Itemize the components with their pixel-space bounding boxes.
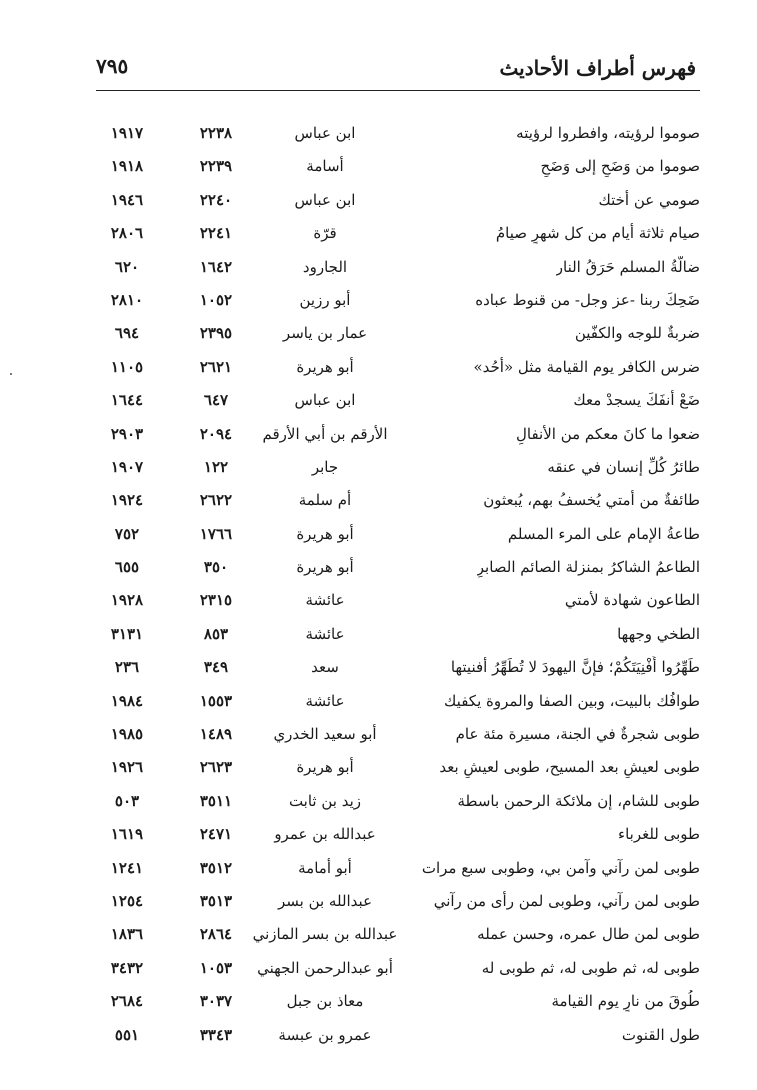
entry-number: ٣٠٣٧ [199, 992, 233, 1011]
entry-reference: ١٦١٩ [110, 825, 144, 844]
entry-text: طَهِّرُوا أَفْنِيَتَكُمْ؛ فإنَّ اليهودَ لا تُطَهِّرُ أفنيتها [450, 658, 700, 677]
entry-text: صوموا لرؤيته، وافطروا لرؤيته [516, 124, 700, 142]
index-entry [0, 185, 757, 218]
entry-reference: ١٦٤٤ [110, 391, 144, 410]
entry-reference: ١٩٢٦ [110, 758, 144, 777]
index-entry [0, 686, 757, 719]
entry-reference: ١٩٨٥ [110, 725, 144, 744]
entry-reference: ٥٥١ [114, 1025, 140, 1044]
index-entry [0, 886, 757, 919]
entry-text: ضعوا ما كانَ معكم من الأنفالِ [515, 424, 700, 443]
entry-number: ٨٥٣ [203, 624, 229, 643]
entry-text: طوبى شجرةٌ في الجنة، مسيرة مئة عام [455, 725, 700, 744]
entry-narrator: عبدالله بن بسر المازني [252, 925, 398, 944]
entry-text: طوبى لمن رآني، وطوبى لمن رأى من رآني [433, 891, 700, 910]
entry-text: الطاعون شهادة لأمتي [564, 591, 700, 610]
entry-reference: ٢٣٦ [114, 658, 140, 677]
entry-narrator: أبو هريرة [296, 558, 354, 577]
entry-reference: ٢٩٠٣ [110, 424, 144, 443]
entry-text: ضالَّةُ المسلم حَرَقُ النار [555, 257, 700, 276]
entry-text: ضَحِكَ ربنا -عز وجل- من قنوط عباده [475, 290, 700, 309]
index-entry [0, 519, 757, 552]
entry-reference: ٢٨١٠ [110, 290, 144, 309]
entry-text: طوبى لمن طال عمره، وحسن عمله [477, 925, 700, 944]
entry-reference: ٣١٣١ [110, 624, 144, 643]
entry-number: ٣٣٤٣ [199, 1025, 233, 1044]
entry-reference: ١٩١٨ [110, 157, 144, 176]
entry-number: ٣٥١١ [199, 791, 233, 810]
entry-number: ٢٨٦٤ [199, 925, 233, 944]
entry-text: طوبى لمن رآني وآمن بي، وطوبى سبع مرات [421, 858, 700, 877]
index-entry [0, 385, 757, 418]
index-entry [0, 118, 757, 151]
entry-narrator: أبو سعيد الخدري [273, 725, 377, 744]
entry-text: طوبى لعيشٍ بعد المسيح، طوبى لعيشٍ بعد [439, 758, 700, 777]
entry-number: ٢٦٢١ [199, 357, 233, 376]
entry-number: ٢٢٣٩ [199, 157, 233, 176]
entry-narrator: ابن عباس [294, 190, 356, 209]
entry-number: ٢٢٣٨ [199, 124, 233, 142]
entry-narrator: ابن عباس [294, 391, 356, 410]
entry-text: ضَعْ أنفَكَ يسجدْ معك [573, 391, 700, 410]
entry-narrator: عمرو بن عبسة [278, 1025, 372, 1044]
index-entry [0, 1020, 757, 1053]
entry-narrator: عائشة [305, 691, 345, 710]
entry-text: طائرُ كُلِّ إنسان في عنقه [547, 457, 700, 476]
entry-text: ضربةٌ للوجه والكفّين [574, 324, 700, 343]
entry-number: ١٠٥٢ [199, 290, 233, 309]
page-number: ٧٩٥ [96, 54, 129, 78]
index-entry [0, 318, 757, 351]
entry-number: ٣٥١٢ [199, 858, 233, 877]
entry-number: ١٢٢ [203, 457, 229, 476]
hadith-index-list [0, 118, 757, 1053]
index-entry [0, 819, 757, 852]
entry-narrator: أبو هريرة [296, 758, 354, 777]
entry-narrator: ابن عباس [294, 124, 356, 142]
entry-reference: ١٩١٧ [110, 124, 144, 142]
index-entry [0, 252, 757, 285]
entry-reference: ٣٤٣٢ [110, 958, 144, 977]
entry-reference: ١٢٤١ [110, 858, 144, 877]
entry-narrator: معاذ بن جبل [286, 992, 364, 1011]
index-entry [0, 786, 757, 819]
entry-text: طوبى له، ثم طوبى له، ثم طوبى له [481, 958, 700, 977]
entry-text: طوبى للشام، إن ملائكة الرحمن باسطة [457, 791, 700, 810]
entry-narrator: زيد بن ثابت [288, 791, 362, 810]
entry-number: ٢٢٤٠ [199, 190, 233, 209]
index-entry [0, 485, 757, 518]
index-entry [0, 986, 757, 1019]
index-entry [0, 151, 757, 184]
index-entry [0, 419, 757, 452]
entry-narrator: عائشة [305, 624, 345, 643]
entry-number: ١٧٦٦ [199, 524, 233, 543]
entry-text: ضرس الكافر يوم القيامة مثل «أحُد» [473, 357, 700, 376]
entry-reference: ٢٦٨٤ [110, 992, 144, 1011]
entry-reference: ٥٠٣ [114, 791, 140, 810]
entry-reference: ٢٨٠٦ [110, 224, 144, 243]
entry-narrator: أسامة [306, 157, 344, 176]
index-entry [0, 752, 757, 785]
entry-reference: ٦٢٠ [114, 257, 140, 276]
entry-text: صومي عن أختك [598, 190, 700, 209]
index-entry [0, 452, 757, 485]
entry-number: ١٥٥٣ [199, 691, 233, 710]
entry-reference: ٦٥٥ [114, 558, 140, 577]
entry-text: طُوقَ من نارٍ يوم القيامة [551, 992, 700, 1011]
entry-narrator: أبو رزين [299, 290, 351, 309]
entry-text: صوموا من وَضَحٍ إلى وَضَحٍ [540, 157, 700, 176]
entry-number: ٢٣١٥ [199, 591, 233, 610]
entry-narrator: عبدالله بن عمرو [274, 825, 376, 844]
page-header [96, 50, 696, 90]
entry-narrator: أبو هريرة [296, 524, 354, 543]
entry-text: طوافُك بالبيت، وبين الصفا والمروة يكفيك [444, 691, 700, 710]
entry-text: صيام ثلاثة أيام من كل شهرٍ صيامُ [495, 224, 700, 243]
entry-narrator: أم سلمة [298, 491, 352, 510]
entry-narrator: عمار بن ياسر [282, 324, 368, 343]
entry-number: ٢٣٩٥ [199, 324, 233, 343]
entry-number: ٢٤٧١ [199, 825, 233, 844]
entry-text: الطاعمُ الشاكرُ بمنزلة الصائم الصابرِ [476, 558, 700, 577]
entry-narrator: سعد [311, 658, 339, 677]
entry-number: ٢٢٤١ [199, 224, 233, 243]
index-entry [0, 352, 757, 385]
entry-reference: ١٨٣٦ [110, 925, 144, 944]
entry-narrator: عبدالله بن بسر [277, 891, 373, 910]
page-title: فهرس أطراف الأحاديث [499, 56, 696, 80]
entry-reference: ١٩٢٤ [110, 491, 144, 510]
entry-reference: ١٩٤٦ [110, 190, 144, 209]
index-entry [0, 853, 757, 886]
entry-reference: ١٢٥٤ [110, 891, 144, 910]
entry-reference: ١٩٢٨ [110, 591, 144, 610]
entry-number: ٣٤٩ [203, 658, 229, 677]
index-entry [0, 285, 757, 318]
header-rule [96, 90, 700, 91]
index-entry [0, 719, 757, 752]
entry-narrator: جابر [311, 457, 339, 476]
entry-number: ٣٥٠ [203, 558, 229, 577]
entry-reference: ١٩٠٧ [110, 457, 144, 476]
entry-number: ١٤٨٩ [199, 725, 233, 744]
entry-text: طوبى للغرباء [618, 825, 700, 844]
entry-narrator: أبو هريرة [296, 357, 354, 376]
index-entry [0, 953, 757, 986]
index-entry [0, 585, 757, 618]
entry-text: طول القنوت [621, 1025, 700, 1044]
entry-number: ٢٦٢٣ [199, 758, 233, 777]
index-entry [0, 552, 757, 585]
entry-narrator: الأرقم بن أبي الأرقم [262, 424, 388, 443]
entry-number: ١٠٥٣ [199, 958, 233, 977]
entry-text: الطخي وجهها [617, 624, 700, 643]
entry-reference: ٦٩٤ [114, 324, 140, 343]
entry-text: طائفةٌ من أمتي يُخسفُ بهم، يُبعثون [483, 491, 700, 510]
entry-narrator: عائشة [305, 591, 345, 610]
entry-number: ٢٠٩٤ [199, 424, 233, 443]
entry-number: ٣٥١٣ [199, 891, 233, 910]
entry-narrator: الجارود [302, 257, 348, 276]
entry-narrator: أبو عبدالرحمن الجهني [257, 958, 393, 977]
index-entry [0, 919, 757, 952]
index-entry [0, 652, 757, 685]
entry-narrator: أبو أمامة [298, 858, 352, 877]
margin-mark [10, 373, 12, 375]
entry-number: ٦٤٧ [203, 391, 229, 410]
entry-reference: ٧٥٢ [114, 524, 140, 543]
entry-text: طاعةُ الإمام على المرء المسلم [507, 524, 700, 543]
index-entry [0, 619, 757, 652]
index-entry [0, 218, 757, 251]
entry-reference: ١٩٨٤ [110, 691, 144, 710]
entry-number: ١٦٤٢ [199, 257, 233, 276]
entry-number: ٢٦٢٢ [199, 491, 233, 510]
entry-reference: ١١٠٥ [110, 357, 144, 376]
entry-narrator: قرّة [313, 224, 337, 243]
